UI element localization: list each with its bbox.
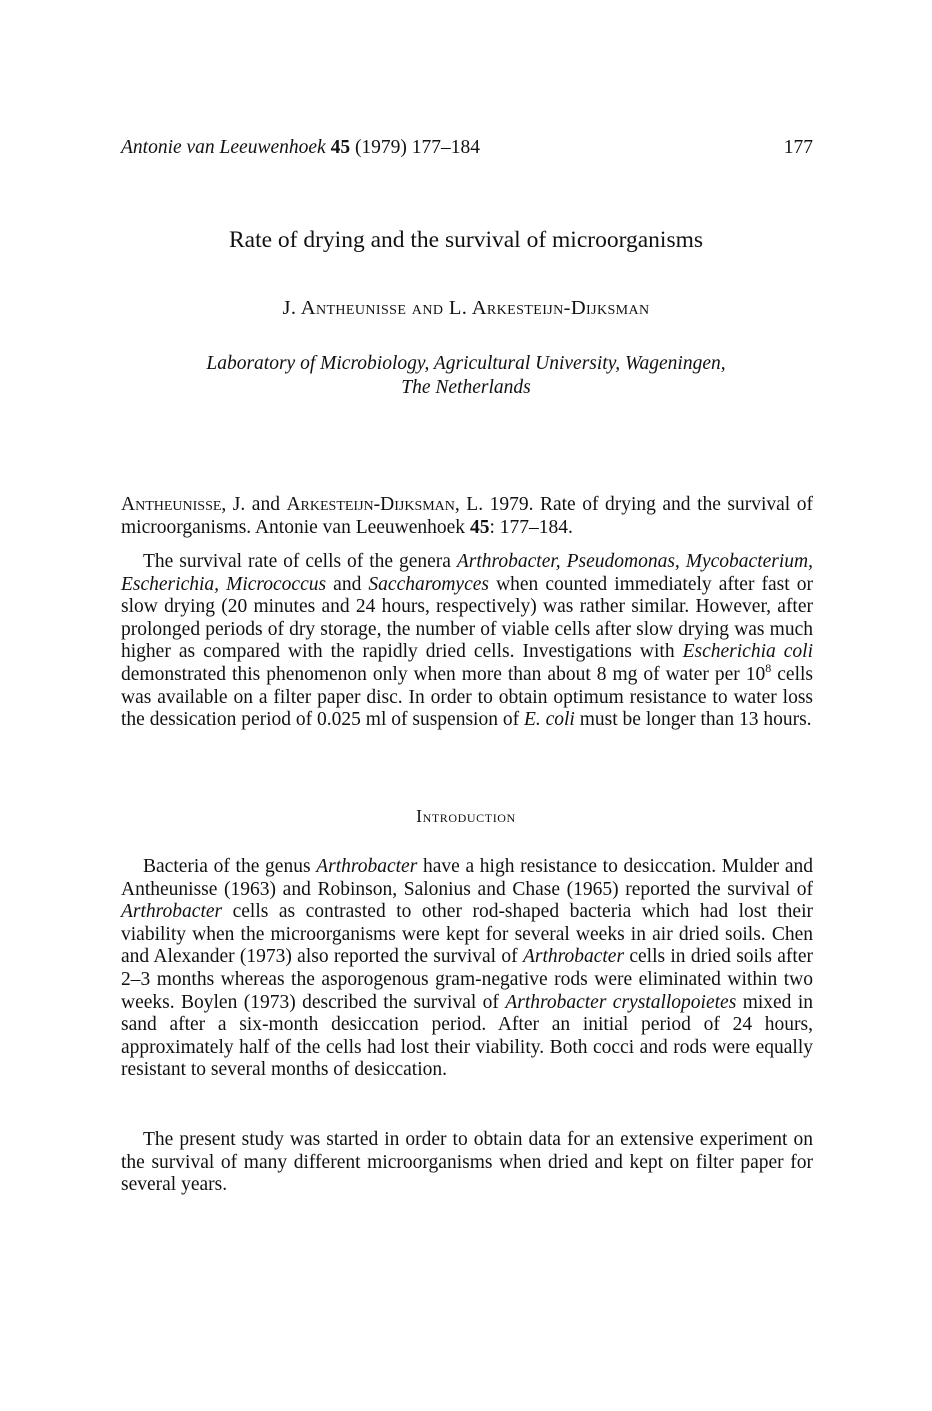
running-header (121, 136, 813, 160)
abstract-text: when counted immediately after fast or slow drying (20 minutes and 24 hours, respectively) was rather similar. However, after prolonged periods of dry storage, the number of viable cells after slow drying was much higher as compared with the rapidly dried cells. Investigations with (121, 573, 814, 663)
paper-authors: J. Antheunisse and L. Arkesteijn-Dijksman (282, 297, 650, 319)
genus-name: Arthrobacter (121, 901, 223, 923)
abstract-text: and (326, 573, 369, 595)
affiliation-line-2: The Netherlands (401, 377, 531, 398)
paragraph-text: mixed in sand after a six-month desiccation period. After an initial period of 24 hours, approximately half of the cells had lost their viability. Both cocci and rods were equally resistant to several months of desiccation. (121, 991, 813, 1081)
citation-author-1: Antheunisse (121, 494, 222, 515)
abstract-species: Escherichia coli (682, 641, 813, 663)
affiliation-line-1: Laboratory of Microbiology, Agricultural University, Wageningen, (206, 353, 726, 374)
abstract-text: demonstrated this phenomenon only when more than about 8 mg of water per 10 (121, 663, 766, 685)
citation-text-2: , L. 1979. Rate of drying and the survival of microorganisms. Antonie van Leeuwenhoek (121, 494, 813, 538)
citation-pages: : 177–184. (489, 516, 573, 538)
journal-year-pages: (1979) 177–184 (354, 137, 481, 158)
abstract-paragraph (121, 551, 813, 732)
paper-title: Rate of drying and the survival of microorganisms (228, 227, 704, 253)
citation-text-1: , J. and (221, 494, 287, 515)
paragraph-text: cells in dried soils after 2–3 months whereas the asporogenous gram-negative rods were eliminated within two weeks. Boylen (1973) described the survival of (121, 946, 813, 1013)
section-heading-introduction: Introduction (416, 806, 516, 826)
paragraph-text: cells as contrasted to other rod-shaped bacteria which had lost their viability when the microorganisms were kept for several weeks in air dried soils. Chen and Alexander (1973) also reported the survival of (121, 901, 813, 968)
introduction-paragraph-1 (121, 856, 813, 1082)
abstract-exponent: 8 (765, 660, 772, 675)
paragraph-text: Bacteria of the genus (143, 856, 317, 877)
genus-name: Arthrobacter (316, 856, 418, 877)
author-affiliation (0, 352, 932, 400)
abstract-genus: Saccharomyces (368, 573, 489, 595)
genus-name: Arthrobacter (522, 946, 625, 968)
abstract-text: The survival rate of cells of the genera (143, 551, 457, 572)
abstract-species: E. coli (523, 709, 575, 731)
journal-volume: 45 (330, 137, 351, 158)
species-name: Arthrobacter crystallopoietes (505, 991, 737, 1013)
abstract-text: must be longer than 13 hours. (574, 709, 812, 731)
citation-author-2: Arkesteijn-Dijksman (286, 494, 455, 515)
paragraph-text: have a high resistance to desiccation. Mulder and Antheunisse (1963) and Robinson, Salonius and Chase (1965) reported the survival of (121, 856, 814, 900)
abstract-genus: Arthrobacter, Pseudomonas, Mycobacterium, Escherichia, Micrococcus (121, 551, 813, 595)
introduction-paragraph-2: The present study was started in order to obtain data for an extensive experiment on the survival of many different microorganisms when dried and kept on filter paper for several years. (121, 1129, 813, 1196)
abstract-text: cells was available on a filter paper disc. In order to obtain optimum resistance to water loss the dessication period of 0.025 ml of suspension of (121, 663, 814, 731)
citation-volume: 45 (469, 516, 490, 538)
journal-name: Antonie van Leeuwenhoek (121, 137, 326, 158)
citation-block (121, 494, 813, 539)
page-number: 177 (783, 137, 813, 158)
